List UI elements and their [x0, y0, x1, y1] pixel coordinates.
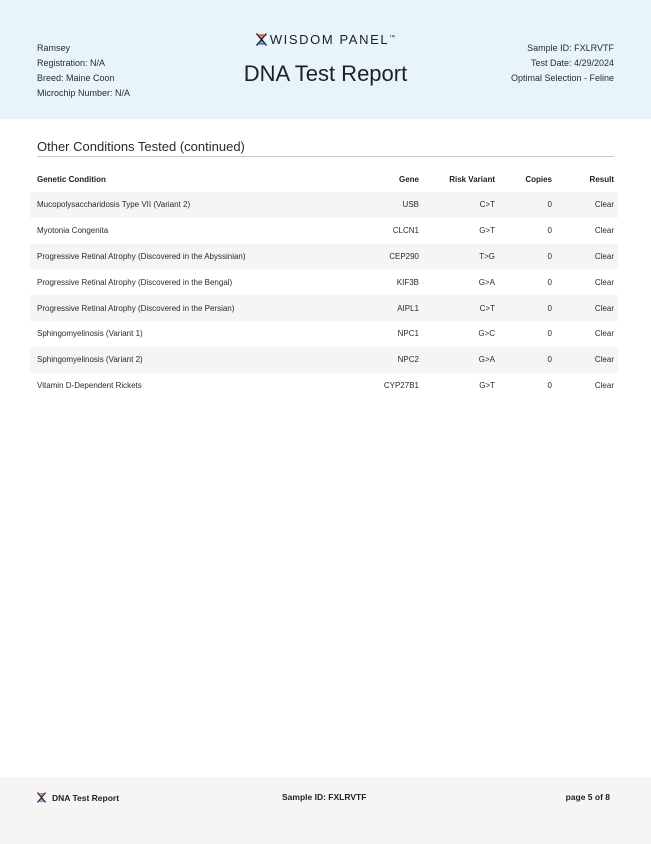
cell-copies: 0 [547, 226, 552, 236]
microchip-number: Microchip Number: N/A [37, 88, 131, 98]
report-header [0, 0, 651, 119]
cell-condition: Mucopolysaccharidosis Type VII (Variant 2) [30, 192, 359, 218]
footer-sample-id: Sample ID: FXLRVTF [282, 792, 367, 802]
cell-risk-variant: G>T [479, 380, 495, 390]
registration: Registration: N/A [37, 58, 106, 68]
cell-result: Clear [552, 295, 618, 321]
cell-gene: KIF3B [396, 277, 419, 287]
table-row [30, 295, 618, 321]
trademark-mark: ™ [389, 35, 396, 41]
wisdom-panel-helix-logo-icon [256, 33, 267, 46]
sample-info [511, 41, 614, 86]
cell-copies: 0 [547, 380, 552, 390]
cell-copies: 0 [547, 277, 552, 287]
cell-gene: AIPL1 [359, 295, 419, 321]
cell-risk-variant: G>C [478, 329, 495, 339]
column-header-result: Result [589, 174, 614, 184]
table-row [30, 269, 618, 295]
table-row [30, 373, 618, 399]
cell-gene: CEP290 [359, 244, 419, 270]
cell-risk-variant: G>A [478, 277, 495, 287]
breed: Breed: Maine Coon [37, 73, 115, 83]
footer-title-text: DNA Test Report [52, 793, 120, 803]
table-header-row [30, 166, 618, 192]
cell-gene: NPC1 [397, 329, 419, 339]
section-divider [37, 156, 614, 157]
cell-condition: Vitamin D-Dependent Rickets [37, 380, 142, 390]
column-header-risk-variant: Risk Variant [449, 174, 495, 184]
footer-title [37, 792, 119, 803]
brand-name: WISDOM PANEL [269, 32, 390, 47]
cell-condition: Progressive Retinal Atrophy (Discovered in the Abyssinian) [30, 244, 359, 270]
cell-result: Clear [552, 192, 618, 218]
table-row [30, 321, 618, 347]
report-footer [0, 777, 651, 844]
product-name: Optimal Selection - Feline [510, 73, 614, 83]
test-date: Test Date: 4/29/2024 [530, 58, 614, 68]
column-header-gene: Gene [398, 174, 419, 184]
cell-condition: Progressive Retinal Atrophy (Discovered in the Persian) [30, 295, 359, 321]
cell-result: Clear [594, 380, 614, 390]
section-title: Other Conditions Tested (continued) [37, 139, 245, 154]
page-number: page 5 of 8 [565, 792, 610, 802]
cell-condition: Sphingomyelinosis (Variant 1) [37, 329, 143, 339]
table-row [30, 218, 618, 244]
cell-result: Clear [552, 347, 618, 373]
cell-condition: Progressive Retinal Atrophy (Discovered in the Bengal) [37, 277, 233, 287]
column-header-copies: Copies [525, 174, 552, 184]
table-row [30, 244, 618, 270]
cell-result: Clear [552, 244, 618, 270]
cell-copies: 0 [495, 192, 552, 218]
table-row [30, 347, 618, 373]
cell-gene: NPC2 [359, 347, 419, 373]
cell-gene: CLCN1 [392, 226, 419, 236]
cell-result: Clear [594, 226, 614, 236]
cell-risk-variant: T>G [419, 244, 495, 270]
table-row [30, 192, 618, 218]
pet-name: Ramsey [37, 43, 71, 53]
conditions-table [30, 166, 618, 398]
cell-copies: 0 [495, 347, 552, 373]
cell-condition: Sphingomyelinosis (Variant 2) [30, 347, 359, 373]
sample-id: Sample ID: FXLRVTF [527, 43, 614, 53]
cell-copies: 0 [495, 244, 552, 270]
wisdom-panel-helix-logo-icon [37, 792, 46, 803]
cell-risk-variant: C>T [419, 295, 495, 321]
cell-copies: 0 [547, 329, 552, 339]
cell-risk-variant: G>A [419, 347, 495, 373]
cell-result: Clear [594, 277, 614, 287]
cell-copies: 0 [495, 295, 552, 321]
cell-condition: Myotonia Congenita [37, 226, 109, 236]
column-header-genetic-condition: Genetic Condition [37, 174, 106, 184]
report-title: DNA Test Report [243, 61, 408, 86]
cell-gene: USB [359, 192, 419, 218]
cell-result: Clear [594, 329, 614, 339]
cell-gene: CYP27B1 [383, 380, 419, 390]
cell-risk-variant: G>T [479, 226, 495, 236]
cell-risk-variant: C>T [419, 192, 495, 218]
